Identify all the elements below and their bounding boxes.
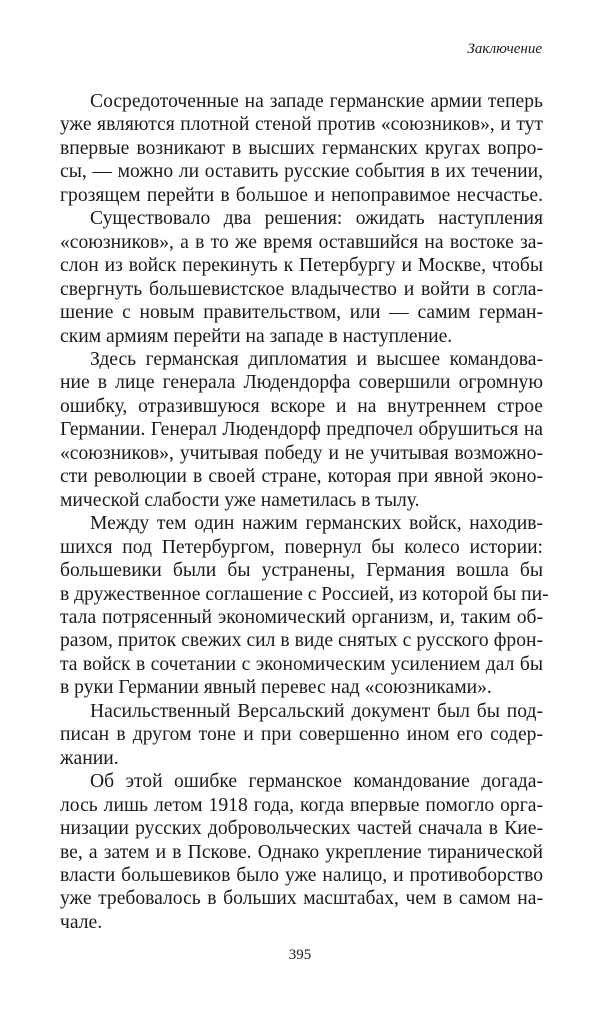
page-number: 395 <box>288 947 312 963</box>
text-line: ошибку, отразившуюся вскоре и на внутреннем строе <box>60 395 543 417</box>
text-line: Об этой ошибке германское командование догада- <box>90 771 543 793</box>
text-line: писан в другом тоне и при совершенно ином его содер- <box>60 724 543 746</box>
text-line: Существовало два решения: ожидать наступления <box>90 208 543 230</box>
text-line: тала потрясенный экономический организм, и, таким об- <box>60 606 543 628</box>
text-line: Сосредоточенные на западе германские армии теперь <box>90 91 543 112</box>
paragraph <box>60 512 549 700</box>
text-line: сы, — можно ли оставить русские события в их течении, <box>60 161 543 183</box>
text-line: «союзников», учитывая победу и не учитывая возможно- <box>60 442 543 464</box>
text-line: ским армиям перейти на западе в наступление. <box>60 325 453 347</box>
paragraph <box>60 700 543 770</box>
text-line: мической слабости уже наметилась в тылу. <box>60 489 420 511</box>
body-text <box>60 90 549 934</box>
text-line: чале. <box>60 911 103 933</box>
text-line: ние в лице генерала Людендорфа совершили огромную <box>60 372 543 394</box>
text-line: разом, приток свежих сил в виде снятых с русского фрон- <box>60 630 543 652</box>
text-line: «союзников», а в то же время оставшийся на востоке за- <box>60 231 543 253</box>
text-line: Здесь германская дипломатия и высшее командова- <box>90 348 543 370</box>
text-line: грозящем перейти в большое и непоправимое несчастье. <box>60 184 543 206</box>
text-line: ве, а затем и в Пскове. Однако укрепление тиранической <box>60 841 543 863</box>
paragraph <box>60 348 543 512</box>
text-line: та войск в сочетании с экономическим усилением дал бы <box>60 653 543 675</box>
text-line: лось лишь летом 1918 года, когда впервые помогло орга- <box>60 794 543 816</box>
text-line: свергнуть большевистское владычество и войти в согла- <box>60 278 543 300</box>
running-head: Заключение <box>467 41 542 57</box>
text-line: Насильственный Версальский документ был бы под- <box>90 700 543 722</box>
text-line: Германии. Генерал Людендорф предпочел обрушиться на <box>60 419 543 441</box>
text-line: шение с новым правительством, или — самим герман- <box>60 302 543 324</box>
text-line: уже требовалось в больших масштабах, чем в самом на- <box>60 888 543 910</box>
text-line: низации русских добровольческих частей сначала в Кие- <box>60 818 543 840</box>
text-line: уже являются плотной стеной против «союзников», и тут <box>60 114 543 136</box>
paragraph <box>60 770 543 934</box>
text-line: в руки Германии явный перевес над «союзниками». <box>60 677 492 699</box>
text-line: жании. <box>60 747 119 769</box>
text-line: слон из войск перекинуть к Петербургу и Москве, чтобы <box>60 255 543 277</box>
paragraph <box>60 207 543 348</box>
text-line: большевики были бы устранены, Германия вошла бы <box>60 560 543 582</box>
text-line: власти большевиков было уже налицо, и противоборство <box>60 864 543 886</box>
text-line: сти революции в своей стране, которая при явной эконо- <box>60 466 543 488</box>
text-line: впервые возникают в высших германских кругах вопро- <box>60 137 543 159</box>
paragraph <box>60 90 543 207</box>
text-line: шихся под Петербургом, повернул бы колесо истории: <box>60 536 543 558</box>
text-line: Между тем один нажим германских войск, находив- <box>90 513 543 535</box>
text-line: в дружественное соглашение с Россией, из которой бы пи- <box>60 583 549 605</box>
